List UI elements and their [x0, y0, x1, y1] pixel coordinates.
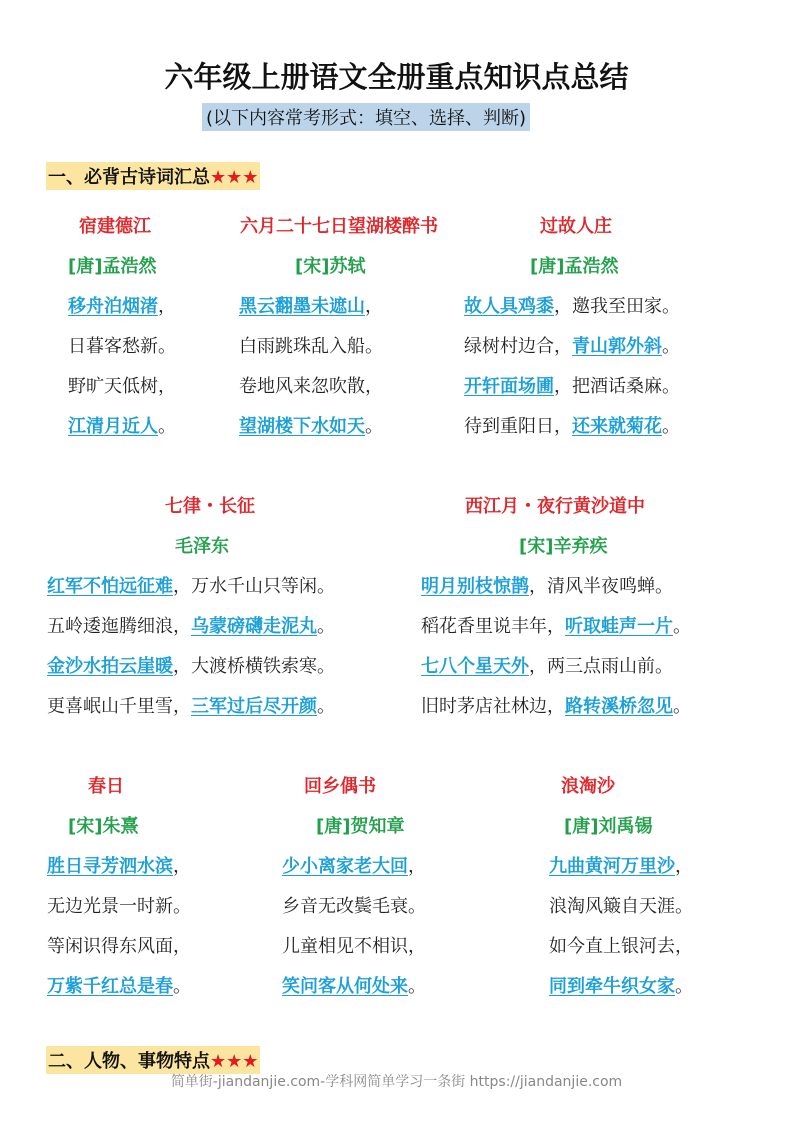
line-text: 旧时茅店社林边，: [421, 696, 565, 717]
line-text: 更喜岷山千里雪，: [47, 696, 191, 717]
line-text: 。: [317, 696, 335, 717]
poem-line: [68, 332, 176, 358]
section-label: 二、人物、事物特点: [48, 1051, 210, 1072]
poem-line: [239, 412, 383, 438]
poem-line: [464, 292, 680, 318]
key-phrase: 故人具鸡黍: [464, 296, 554, 317]
poem-line: [549, 892, 693, 918]
poem-author: [宋]苏轼: [295, 256, 366, 277]
section-label: 一、必背古诗词汇总: [48, 167, 210, 188]
line-text: ，: [173, 856, 191, 877]
poem-title: 回乡偶书: [304, 776, 376, 797]
key-phrase: 三军过后尽开颜: [191, 696, 317, 717]
poem-line: [47, 692, 335, 718]
line-text: 。: [317, 616, 335, 637]
key-phrase: 开轩面场圃: [464, 376, 554, 397]
line-text: 绿树村边合，: [464, 336, 572, 357]
footer-watermark: 简单街-jiandanjie.com-学科网简单学习一条街 https://jiandanjie.com: [170, 1074, 623, 1090]
line-text: ，: [365, 296, 383, 317]
poem-line: [421, 572, 673, 598]
line-text: ，: [158, 296, 176, 317]
poem-line: [464, 332, 680, 358]
poem-author: [宋]朱熹: [68, 816, 139, 837]
line-text: 。: [365, 416, 383, 437]
key-phrase: 同到牵牛织女家: [549, 976, 675, 997]
line-text: 野旷天低树，: [68, 376, 176, 397]
key-phrase: 七八个星天外: [421, 656, 529, 677]
line-text: ，两三点雨山前。: [529, 656, 673, 677]
poem-author: [唐]孟浩然: [530, 256, 619, 277]
poem-line: [282, 972, 426, 998]
poem-line: [282, 932, 426, 958]
poem-title: 西江月・夜行黄沙道中: [465, 496, 645, 517]
line-text: 。: [673, 616, 691, 637]
key-phrase: 还来就菊花: [572, 416, 662, 437]
poem-title: 浪淘沙: [561, 776, 615, 797]
line-text: 无边光景一时新。: [47, 896, 191, 917]
poem-author: 毛泽东: [175, 536, 229, 557]
section-heading-poems: [46, 162, 260, 190]
poem-line: [47, 972, 191, 998]
key-phrase: 金沙水拍云崖暖: [47, 656, 173, 677]
line-text: ，把酒话桑麻。: [554, 376, 680, 397]
poem-line: [464, 372, 680, 398]
poem-line: [47, 932, 191, 958]
key-phrase: 胜日寻芳泗水滨: [47, 856, 173, 877]
line-text: 白雨跳珠乱入船。: [239, 336, 383, 357]
poem-title: 七律・长征: [165, 496, 255, 517]
key-phrase: 江清月近人: [68, 416, 158, 437]
key-phrase: 万紫千红总是春: [47, 976, 173, 997]
key-phrase: 听取蛙声一片: [565, 616, 673, 637]
key-phrase: 望湖楼下水如天: [239, 416, 365, 437]
poem-line: [549, 852, 693, 878]
poem-line: [464, 412, 680, 438]
poem-author: [唐]孟浩然: [68, 256, 157, 277]
poem-line: [68, 292, 176, 318]
line-text: 等闲识得东风面，: [47, 936, 191, 957]
line-text: ，: [408, 856, 426, 877]
line-text: 乡音无改鬓毛衰。: [282, 896, 426, 917]
poem-title: 过故人庄: [540, 216, 612, 237]
line-text: ，清风半夜鸣蝉。: [529, 576, 673, 597]
line-text: 。: [173, 976, 191, 997]
line-text: 如今直上银河去，: [549, 936, 693, 957]
poem-line: [47, 612, 335, 638]
line-text: 日暮客愁新。: [68, 336, 176, 357]
line-text: 待到重阳日，: [464, 416, 572, 437]
poem-title: 六月二十七日望湖楼醉书: [240, 216, 438, 237]
poem-author: [唐]贺知章: [316, 816, 405, 837]
key-phrase: 明月别枝惊鹊: [421, 576, 529, 597]
key-phrase: 乌蒙磅礴走泥丸: [191, 616, 317, 637]
line-text: 。: [662, 336, 680, 357]
poem-line: [239, 292, 383, 318]
poem-title: 春日: [88, 776, 124, 797]
poem-line: [47, 652, 335, 678]
poem-line: [47, 572, 335, 598]
line-text: 。: [675, 976, 693, 997]
line-text: 卷地风来忽吹散，: [239, 376, 383, 397]
line-text: 。: [408, 976, 426, 997]
line-text: 稻花香里说丰年，: [421, 616, 565, 637]
poem-author: [唐]刘禹锡: [564, 816, 653, 837]
key-phrase: 黑云翻墨未遮山: [239, 296, 365, 317]
key-phrase: 移舟泊烟渚: [68, 296, 158, 317]
star-rating: ★★★: [210, 1051, 259, 1072]
line-text: ，大渡桥横铁索寒。: [173, 656, 335, 677]
star-rating: ★★★: [210, 167, 259, 188]
line-text: 。: [158, 416, 176, 437]
line-text: 。: [662, 416, 680, 437]
poem-line: [549, 972, 693, 998]
key-phrase: 红军不怕远征难: [47, 576, 173, 597]
key-phrase: 笑问客从何处来: [282, 976, 408, 997]
line-text: ，邀我至田家。: [554, 296, 680, 317]
line-text: 浪淘风簸自天涯。: [549, 896, 693, 917]
line-text: 五岭逶迤腾细浪，: [47, 616, 191, 637]
page-subtitle: (以下内容常考形式：填空、选择、判断): [202, 103, 530, 131]
section-heading-characteristics: [46, 1046, 260, 1074]
page-title: 六年级上册语文全册重点知识点总结: [164, 60, 629, 94]
poem-line: [282, 892, 426, 918]
key-phrase: 路转溪桥忽见: [565, 696, 673, 717]
line-text: 。: [673, 696, 691, 717]
poem-line: [47, 892, 191, 918]
key-phrase: 少小离家老大回: [282, 856, 408, 877]
poem-line: [47, 852, 191, 878]
poem-line: [549, 932, 693, 958]
poem-line: [68, 412, 176, 438]
line-text: ，: [675, 856, 693, 877]
poem-author: [宋]辛弃疾: [519, 536, 608, 557]
poem-line: [421, 692, 691, 718]
poem-line: [239, 332, 383, 358]
poem-line: [421, 652, 673, 678]
poem-title: 宿建德江: [79, 216, 151, 237]
poem-line: [239, 372, 383, 398]
key-phrase: 九曲黄河万里沙: [549, 856, 675, 877]
line-text: ，万水千山只等闲。: [173, 576, 335, 597]
poem-line: [68, 372, 176, 398]
poem-line: [421, 612, 691, 638]
line-text: 儿童相见不相识，: [282, 936, 426, 957]
key-phrase: 青山郭外斜: [572, 336, 662, 357]
poem-line: [282, 852, 426, 878]
